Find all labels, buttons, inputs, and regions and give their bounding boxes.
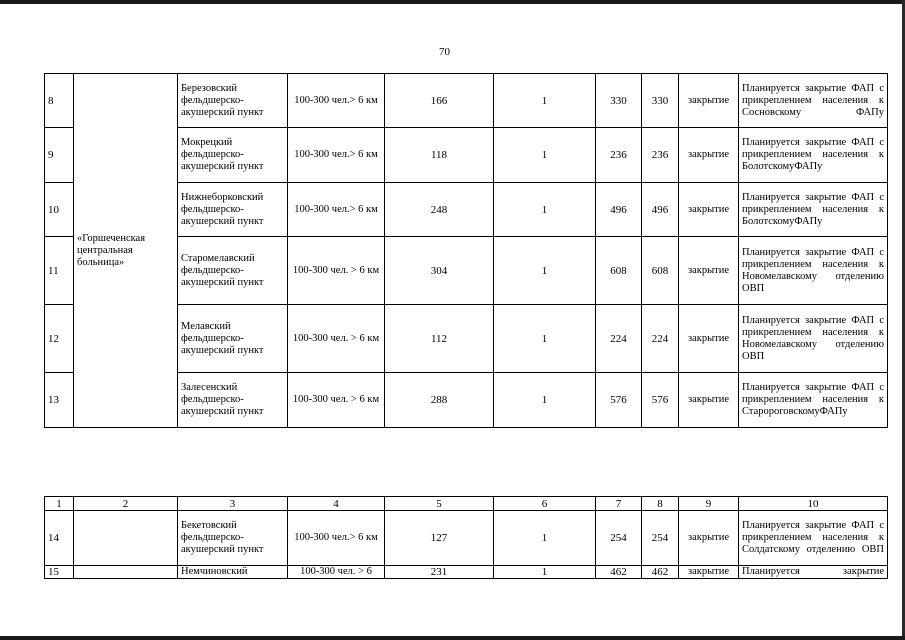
action: закрытие [679,128,739,183]
facility-name: Березовский фельдшерско-акушерский пункт [178,74,288,128]
column-header: 4 [288,497,385,511]
facility-name: Немчиновский [178,566,288,579]
column-5-value: 248 [385,183,494,237]
population-criterion: 100-300 чел.> 6 км [288,511,385,566]
column-header: 9 [679,497,739,511]
note: Планируется закрытие ФАП с прикреплением населения к Сосновскому ФАПу [739,74,888,128]
row-number: 13 [45,373,74,428]
action: закрытие [679,74,739,128]
note: Планируется закрытие ФАП с прикреплением населения к Новомелавскому отделению ОВП [739,237,888,305]
column-5-value: 112 [385,305,494,373]
column-header: 6 [494,497,596,511]
column-7-value: 254 [596,511,642,566]
facility-name: Старомелавский фельдшерско-акушерский пункт [178,237,288,305]
facility-name: Мокрецкий фельдшерско-акушерский пункт [178,128,288,183]
page-number: 70 [439,46,450,58]
scan-edge-top [0,0,905,4]
column-7-value: 462 [596,566,642,579]
column-6-value: 1 [494,237,596,305]
facility-name: Бекетовский фельдшерско-акушерский пункт [178,511,288,566]
facility-name: Нижнеборковский фельдшерско-акушерский пункт [178,183,288,237]
action: закрытие [679,566,739,579]
column-8-value: 236 [642,128,679,183]
column-6-value: 1 [494,566,596,579]
column-8-value: 496 [642,183,679,237]
table-row [45,566,888,579]
column-5-value: 127 [385,511,494,566]
table-row [45,511,888,566]
column-8-value: 224 [642,305,679,373]
column-6-value: 1 [494,373,596,428]
note: Планируется закрытие ФАП с прикреплением населения к СтаророговскомуФАПу [739,373,888,428]
column-5-value: 118 [385,128,494,183]
population-criterion: 100-300 чел.> 6 км [288,128,385,183]
row-number: 11 [45,237,74,305]
facility-name: Залесенский фельдшерско-акушерский пункт [178,373,288,428]
column-header: 1 [45,497,74,511]
note: Планируется закрытие [739,566,888,579]
column-6-value: 1 [494,74,596,128]
row-number: 12 [45,305,74,373]
column-8-value: 254 [642,511,679,566]
row-number: 14 [45,511,74,566]
row-number: 9 [45,128,74,183]
column-7-value: 236 [596,128,642,183]
column-7-value: 330 [596,74,642,128]
facilities-table [44,73,888,428]
column-5-value: 231 [385,566,494,579]
population-criterion: 100-300 чел. > 6 км [288,373,385,428]
column-header: 5 [385,497,494,511]
organization-name: «Горшеченская центральная больница» [74,74,178,428]
row-number: 8 [45,74,74,128]
column-8-value: 608 [642,237,679,305]
population-criterion: 100-300 чел. > 6 км [288,305,385,373]
column-8-value: 462 [642,566,679,579]
column-7-value: 224 [596,305,642,373]
column-number-header-row [45,497,888,511]
column-6-value: 1 [494,183,596,237]
column-header: 7 [596,497,642,511]
column-5-value: 166 [385,74,494,128]
organization-name [74,566,178,579]
column-8-value: 576 [642,373,679,428]
column-header: 3 [178,497,288,511]
column-7-value: 608 [596,237,642,305]
column-6-value: 1 [494,305,596,373]
action: закрытие [679,305,739,373]
population-criterion: 100-300 чел. > 6 км [288,237,385,305]
column-5-value: 304 [385,237,494,305]
note: Планируется закрытие ФАП с прикреплением населения к Солдатскому отделению ОВП [739,511,888,566]
action: закрытие [679,373,739,428]
column-6-value: 1 [494,511,596,566]
note: Планируется закрытие ФАП с прикреплением населения к БолотскомуФАПу [739,128,888,183]
column-6-value: 1 [494,128,596,183]
action: закрытие [679,183,739,237]
action: закрытие [679,511,739,566]
note: Планируется закрытие ФАП с прикреплением населения к Новомелавскому отделению ОВП [739,305,888,373]
column-header: 8 [642,497,679,511]
row-number: 10 [45,183,74,237]
column-7-value: 496 [596,183,642,237]
organization-name [74,511,178,566]
facilities-table-continued [44,496,888,579]
row-number: 15 [45,566,74,579]
note: Планируется закрытие ФАП с прикреплением населения к БолотскомуФАПу [739,183,888,237]
column-5-value: 288 [385,373,494,428]
action: закрытие [679,237,739,305]
column-7-value: 576 [596,373,642,428]
facility-name: Мелавский фельдшерско-акушерский пункт [178,305,288,373]
column-8-value: 330 [642,74,679,128]
column-header: 2 [74,497,178,511]
population-criterion: 100-300 чел.> 6 км [288,183,385,237]
scan-edge-bottom [0,636,905,640]
population-criterion: 100-300 чел. > 6 [288,566,385,579]
population-criterion: 100-300 чел.> 6 км [288,74,385,128]
table-row [45,74,888,128]
column-header: 10 [739,497,888,511]
